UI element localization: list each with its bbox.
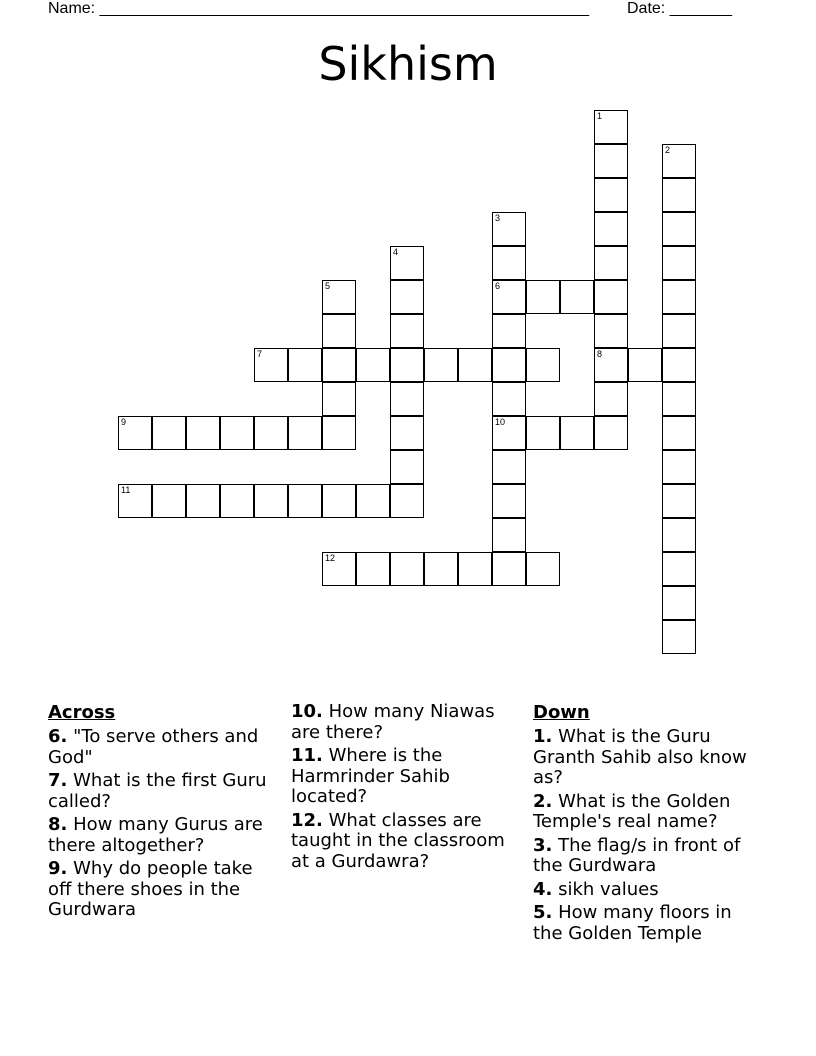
grid-cell[interactable] [322, 484, 356, 518]
grid-cell[interactable] [594, 416, 628, 450]
grid-cell[interactable] [526, 552, 560, 586]
grid-cell[interactable] [492, 416, 526, 450]
date-line[interactable]: _______ [669, 0, 732, 17]
name-line[interactable]: _______________________________________________________ [99, 0, 589, 17]
grid-cell[interactable] [594, 348, 628, 382]
grid-cell[interactable] [322, 314, 356, 348]
grid-cell[interactable] [662, 484, 696, 518]
grid-cell[interactable] [322, 552, 356, 586]
grid-cell[interactable] [390, 348, 424, 382]
grid-cell[interactable] [492, 484, 526, 518]
grid-cell[interactable] [526, 348, 560, 382]
grid-cell[interactable] [594, 144, 628, 178]
grid-cell[interactable] [356, 348, 390, 382]
grid-cell[interactable] [662, 348, 696, 382]
grid-cell[interactable] [254, 348, 288, 382]
grid-cell[interactable] [662, 518, 696, 552]
grid-cell[interactable] [322, 382, 356, 416]
clue-down-4: 4. sikh values [533, 878, 659, 900]
grid-cell[interactable] [390, 314, 424, 348]
grid-cell[interactable] [458, 552, 492, 586]
across-heading: Across [48, 702, 116, 723]
down-heading: Down [533, 702, 590, 723]
grid-cell[interactable] [662, 246, 696, 280]
grid-cell[interactable] [356, 552, 390, 586]
grid-cell[interactable] [662, 552, 696, 586]
grid-cell[interactable] [152, 484, 186, 518]
grid-cell[interactable] [186, 416, 220, 450]
cell-number: 7 [257, 349, 263, 359]
cell-number: 9 [121, 417, 127, 427]
down-clues [533, 702, 765, 944]
grid-cell[interactable] [492, 314, 526, 348]
grid-cell[interactable] [594, 110, 628, 144]
clue-across-11: 11. Where is the Harmrinder Sahib located? [291, 745, 450, 807]
grid-cell[interactable] [220, 484, 254, 518]
grid-cell[interactable] [390, 382, 424, 416]
grid-cell[interactable] [594, 246, 628, 280]
grid-cell[interactable] [390, 246, 424, 280]
cell-number: 6 [495, 281, 501, 291]
clue-down-3: 3. The flag/s in front of the Gurdwara [533, 834, 741, 876]
cell-number: 5 [325, 281, 331, 291]
grid-cell[interactable] [390, 450, 424, 484]
grid-cell[interactable] [492, 382, 526, 416]
clue-across-8: 8. How many Gurus are there altogether? [48, 814, 263, 856]
grid-cell[interactable] [662, 144, 696, 178]
grid-cell[interactable] [662, 450, 696, 484]
grid-cell[interactable] [594, 382, 628, 416]
grid-cell[interactable] [390, 416, 424, 450]
grid-cell[interactable] [662, 314, 696, 348]
grid-cell[interactable] [662, 586, 696, 620]
grid-cell[interactable] [220, 416, 254, 450]
grid-cell[interactable] [390, 552, 424, 586]
grid-cell[interactable] [492, 246, 526, 280]
grid-cell[interactable] [288, 484, 322, 518]
grid-cell[interactable] [594, 280, 628, 314]
cell-number: 11 [121, 485, 131, 495]
name-label: Name: [48, 0, 100, 17]
grid-cell[interactable] [492, 518, 526, 552]
cell-number: 3 [495, 213, 501, 223]
clue-across-7: 7. What is the first Guru called? [48, 770, 267, 812]
grid-cell[interactable] [560, 416, 594, 450]
grid-cell[interactable] [628, 348, 662, 382]
grid-cell[interactable] [662, 212, 696, 246]
grid-cell[interactable] [288, 416, 322, 450]
grid-cell[interactable] [322, 280, 356, 314]
cell-number: 10 [495, 417, 506, 427]
across-clues-col2 [291, 702, 523, 872]
cell-number: 8 [597, 349, 603, 359]
grid-cell[interactable] [662, 416, 696, 450]
grid-cell[interactable] [662, 178, 696, 212]
clue-across-12: 12. What classes are taught in the classroom at a Gurdawra? [291, 809, 505, 872]
grid-cell[interactable] [492, 348, 526, 382]
grid-cell[interactable] [152, 416, 186, 450]
grid-cell[interactable] [594, 212, 628, 246]
grid-cell[interactable] [458, 348, 492, 382]
clue-down-2: 2. What is the Golden Temple's real name? [533, 790, 731, 832]
grid-cell[interactable] [424, 348, 458, 382]
grid-cell[interactable] [390, 280, 424, 314]
grid-cell[interactable] [662, 620, 696, 654]
grid-cell[interactable] [118, 416, 152, 450]
grid-cell[interactable] [356, 484, 390, 518]
cell-number: 1 [597, 111, 603, 121]
grid-cell[interactable] [594, 178, 628, 212]
grid-cell[interactable] [526, 280, 560, 314]
grid-cell[interactable] [390, 484, 424, 518]
grid-cell[interactable] [492, 280, 526, 314]
cell-number: 12 [325, 553, 336, 563]
clue-down-1: 1. What is the Guru Granth Sahib also know as? [533, 726, 747, 788]
grid-cell[interactable] [424, 552, 458, 586]
grid-cell[interactable] [254, 416, 288, 450]
grid-cell[interactable] [594, 314, 628, 348]
cell-number: 4 [393, 247, 399, 257]
grid-cell[interactable] [492, 552, 526, 586]
grid-cell[interactable] [288, 348, 322, 382]
page-title: Sikhism [318, 37, 498, 91]
grid-cell[interactable] [118, 484, 152, 518]
grid-cell[interactable] [254, 484, 288, 518]
grid-cell[interactable] [662, 280, 696, 314]
date-label: Date: [627, 0, 670, 17]
clue-across-9: 9. Why do people take off there shoes in the Gurdwara [48, 858, 253, 920]
clue-across-6: 6. "To serve others and God" [48, 726, 259, 768]
across-clues-col1 [48, 702, 273, 921]
clue-across-10: 10. How many Niawas are there? [291, 701, 495, 743]
clue-down-5: 5. How many floors in the Golden Temple [533, 902, 732, 944]
grid-cell[interactable] [322, 416, 356, 450]
grid-cell[interactable] [186, 484, 220, 518]
grid-cell[interactable] [492, 212, 526, 246]
grid-cell[interactable] [322, 348, 356, 382]
grid-cell[interactable] [560, 280, 594, 314]
grid-cell[interactable] [526, 416, 560, 450]
grid-cell[interactable] [492, 450, 526, 484]
grid-cell[interactable] [662, 382, 696, 416]
cell-number: 2 [665, 145, 671, 155]
